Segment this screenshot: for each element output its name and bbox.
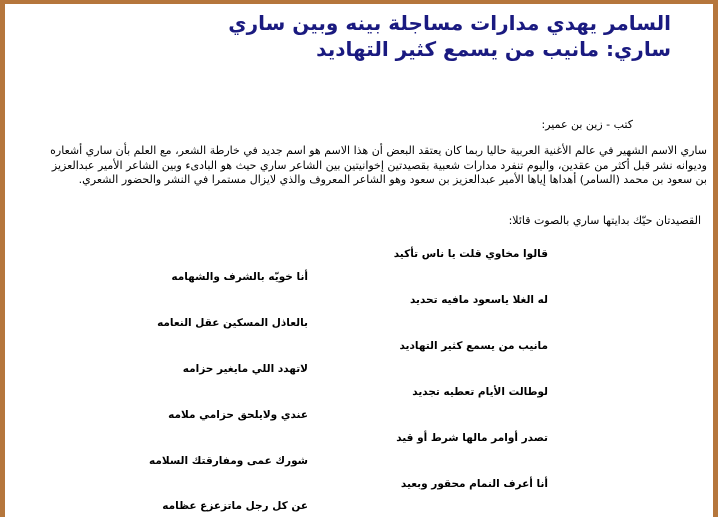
- verse-line: عندي ولايلحق حزامي ملامه: [168, 409, 308, 421]
- verse-line: بالعاذل المسكين عقل النعامه: [157, 317, 308, 329]
- verse-line: لاتهدد اللي مايغير حزامه: [182, 363, 308, 375]
- poem: [5, 4, 713, 517]
- verse-line: أنا أعرف النمام محقور وبعيد: [400, 478, 548, 490]
- article-byline: كتب - زين بن عمير:: [541, 118, 633, 131]
- verse-line: شورك عمى ومفارقتك السلامه: [149, 455, 308, 467]
- intro-line-2: وديوانه نشر قبل أكثر من عقدين، واليوم تنفرد مدارات شعبية بقصيدتين إخوانيتين بين الشاعر ساري حيث هو البادىء وبين الشاعر الأمير عبدالعزيز: [51, 158, 707, 172]
- verse-line: أنا خويّه بالشرف والشهامه: [171, 271, 308, 283]
- poem-lead: القصيدتان حيّك بدايتها ساري بالصوت قائلا:: [508, 214, 701, 227]
- verse-line: لوطالت الأيام تعطيه تجديد: [412, 386, 548, 398]
- verse-line: قالوا مخاوي قلت يا ناس تأكيد: [393, 248, 548, 260]
- verse-line: عن كل رجل ماتزعزع عظامه: [162, 500, 308, 512]
- verse-line: مانيب من يسمع كثير التهاديد: [399, 340, 548, 352]
- verse-line: تصدر أوامر مالها شرط أو قيد: [396, 432, 548, 444]
- headline-line-1: السامر يهدي مدارات مساجلة بينه وبين ساري: [228, 11, 671, 35]
- intro-line-1: ساري الاسم الشهير في عالم الأغنية العربية حاليا ربما كان يعتقد البعض أن هذا الاسم هو اسم جديد في خارطة الشعر، مع العلم بأن ساري أشعاره: [50, 144, 707, 157]
- headline-line-2: ساري: مانيب من يسمع كثير التهاديد: [316, 37, 671, 61]
- article-page: [5, 4, 713, 517]
- verse-line: له الغلا ياسعود مافيه تحديد: [409, 294, 548, 306]
- intro-line-3: بن سعود بن محمد (السامر) أهداها إياها الأمير عبدالعزيز بن سعود وهو الشاعر المعروف والذي لايزال مستمرا في النشر والحضور الشعري.: [78, 173, 707, 186]
